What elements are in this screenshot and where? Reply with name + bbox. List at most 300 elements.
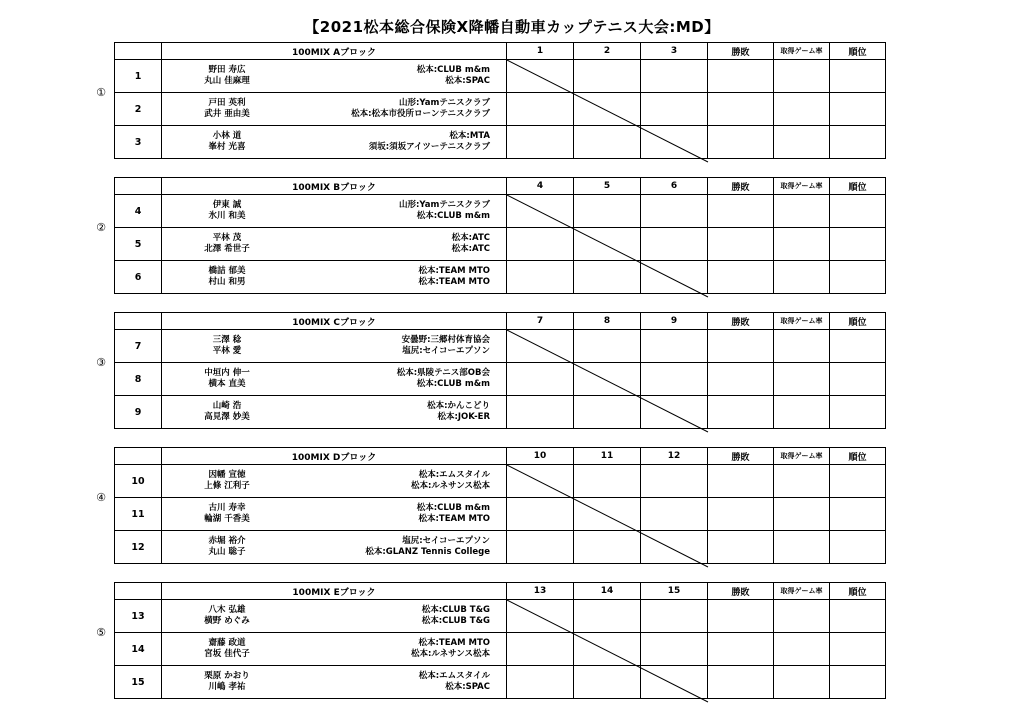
player-clubs — [292, 266, 506, 288]
record-cell[interactable] — [708, 330, 774, 363]
player-clubs — [292, 368, 506, 390]
record-cell[interactable] — [708, 600, 774, 633]
result-cell[interactable] — [574, 465, 641, 498]
player-clubs — [292, 200, 506, 222]
rank-cell[interactable] — [830, 126, 886, 159]
block-table — [114, 42, 886, 159]
game-rate-cell[interactable] — [774, 666, 830, 699]
pair-cell — [162, 261, 507, 294]
block-label: 100MIX Aブロック — [162, 43, 507, 60]
rank-cell[interactable] — [830, 600, 886, 633]
result-cell[interactable] — [574, 396, 641, 429]
game-rate-header: 取得ゲーム率 — [774, 178, 830, 195]
player-names — [162, 671, 292, 693]
player-name: 栗原 かおり — [204, 671, 250, 681]
rank-header: 順位 — [830, 313, 886, 330]
rank-header: 順位 — [830, 448, 886, 465]
result-cell[interactable] — [641, 228, 708, 261]
header-blank-cell — [115, 448, 162, 465]
entry-number: 8 — [115, 363, 162, 396]
game-rate-cell[interactable] — [774, 261, 830, 294]
club-name: 塩尻:セイコーエプソン — [402, 536, 490, 546]
game-rate-cell[interactable] — [774, 363, 830, 396]
club-name: 松本:TEAM MTO — [418, 266, 490, 276]
opponent-column-header: 1 — [507, 43, 574, 60]
player-name: 平林 茂 — [212, 233, 242, 243]
club-name: 松本:CLUB m&m — [416, 65, 490, 75]
club-name: 松本:CLUB m&m — [416, 211, 490, 221]
self-match-cell — [574, 633, 641, 666]
player-name: 村山 和男 — [208, 277, 246, 287]
player-name: 中垣内 伸一 — [204, 368, 250, 378]
record-cell[interactable] — [708, 195, 774, 228]
self-match-cell — [574, 363, 641, 396]
pair-cell — [162, 60, 507, 93]
self-match-cell — [507, 600, 574, 633]
rank-cell[interactable] — [830, 498, 886, 531]
player-clubs — [292, 470, 506, 492]
result-cell[interactable] — [574, 531, 641, 564]
record-cell[interactable] — [708, 531, 774, 564]
pair-info — [162, 633, 506, 665]
player-name: 宮坂 佳代子 — [204, 649, 250, 659]
player-names — [162, 233, 292, 255]
club-name: 松本:TEAM MTO — [418, 277, 490, 287]
player-name: 小林 道 — [212, 131, 242, 141]
player-names — [162, 266, 292, 288]
pair-info — [162, 330, 506, 362]
opponent-column-header: 15 — [641, 583, 708, 600]
result-cell[interactable] — [507, 666, 574, 699]
result-cell[interactable] — [507, 228, 574, 261]
header-blank-cell — [115, 313, 162, 330]
record-header: 勝敗 — [708, 43, 774, 60]
player-name: 平林 愛 — [212, 346, 242, 356]
game-rate-cell[interactable] — [774, 195, 830, 228]
result-cell[interactable] — [641, 465, 708, 498]
result-cell[interactable] — [574, 330, 641, 363]
player-name: 横本 直美 — [208, 379, 246, 389]
pair-info — [162, 261, 506, 293]
record-header: 勝敗 — [708, 583, 774, 600]
pair-info — [162, 531, 506, 563]
pair-info — [162, 126, 506, 158]
self-match-cell — [507, 60, 574, 93]
opponent-column-header: 5 — [574, 178, 641, 195]
pair-cell — [162, 330, 507, 363]
player-names — [162, 503, 292, 525]
record-cell[interactable] — [708, 93, 774, 126]
player-names — [162, 131, 292, 153]
rank-cell[interactable] — [830, 60, 886, 93]
rank-cell[interactable] — [830, 228, 886, 261]
pair-cell — [162, 195, 507, 228]
club-name: 須坂:須坂アイツーテニスクラブ — [368, 142, 490, 152]
table-row — [115, 498, 886, 531]
club-name: 松本:ルネサンス松本 — [411, 649, 490, 659]
result-cell[interactable] — [574, 261, 641, 294]
block-label: 100MIX Bブロック — [162, 178, 507, 195]
opponent-column-header: 12 — [641, 448, 708, 465]
table-row — [115, 600, 886, 633]
rank-cell[interactable] — [830, 261, 886, 294]
result-cell[interactable] — [574, 666, 641, 699]
player-name: 山崎 浩 — [212, 401, 242, 411]
player-names — [162, 98, 292, 120]
player-name: 丸山 佳麻理 — [204, 76, 250, 86]
club-name: 松本:松本市役所ローンテニスクラブ — [351, 109, 490, 119]
self-match-cell — [507, 195, 574, 228]
block-table — [114, 582, 886, 699]
result-cell[interactable] — [641, 60, 708, 93]
table-row — [115, 396, 886, 429]
round-robin-block — [90, 177, 890, 298]
player-name: 高見澤 妙美 — [204, 412, 250, 422]
club-name: 安曇野:三郷村体育協会 — [401, 335, 490, 345]
player-clubs — [292, 536, 506, 558]
player-name: 横野 めぐみ — [204, 616, 250, 626]
player-clubs — [292, 638, 506, 660]
game-rate-header: 取得ゲーム率 — [774, 43, 830, 60]
player-name: 八木 弘雄 — [208, 605, 246, 615]
entry-number: 12 — [115, 531, 162, 564]
club-name: 松本:SPAC — [445, 76, 490, 86]
self-match-cell — [641, 666, 708, 699]
pair-cell — [162, 93, 507, 126]
self-match-cell — [507, 330, 574, 363]
club-name: 松本:CLUB m&m — [416, 379, 490, 389]
player-clubs — [292, 605, 506, 627]
game-rate-cell[interactable] — [774, 498, 830, 531]
player-name: 輪湖 千香美 — [204, 514, 250, 524]
round-robin-block — [90, 312, 890, 433]
player-name: 因幡 宣徳 — [208, 470, 246, 480]
entry-number: 1 — [115, 60, 162, 93]
pair-cell — [162, 666, 507, 699]
club-name: 松本:GLANZ Tennis College — [365, 547, 490, 557]
header-row — [115, 43, 886, 60]
club-name: 松本:CLUB T&G — [421, 605, 490, 615]
header-blank-cell — [115, 583, 162, 600]
self-match-cell — [574, 93, 641, 126]
record-cell[interactable] — [708, 633, 774, 666]
record-cell[interactable] — [708, 228, 774, 261]
header-row — [115, 178, 886, 195]
result-cell[interactable] — [507, 633, 574, 666]
pair-info — [162, 60, 506, 92]
result-cell[interactable] — [507, 126, 574, 159]
player-clubs — [292, 233, 506, 255]
game-rate-cell[interactable] — [774, 330, 830, 363]
club-name: 松本:SPAC — [445, 682, 490, 692]
table-row — [115, 93, 886, 126]
result-cell[interactable] — [574, 60, 641, 93]
game-rate-cell[interactable] — [774, 600, 830, 633]
game-rate-header: 取得ゲーム率 — [774, 583, 830, 600]
pair-info — [162, 498, 506, 530]
table-row — [115, 228, 886, 261]
player-clubs — [292, 98, 506, 120]
table-row — [115, 531, 886, 564]
player-names — [162, 200, 292, 222]
rank-cell[interactable] — [830, 531, 886, 564]
opponent-column-header: 6 — [641, 178, 708, 195]
player-name: 氷川 和美 — [208, 211, 246, 221]
self-match-cell — [574, 498, 641, 531]
block-table — [114, 177, 886, 294]
result-cell[interactable] — [641, 363, 708, 396]
player-names — [162, 536, 292, 558]
table-row — [115, 195, 886, 228]
pair-info — [162, 666, 506, 698]
block-marker: ⑤ — [96, 626, 106, 639]
opponent-column-header: 4 — [507, 178, 574, 195]
player-clubs — [292, 671, 506, 693]
pair-info — [162, 465, 506, 497]
result-cell[interactable] — [507, 396, 574, 429]
opponent-column-header: 14 — [574, 583, 641, 600]
record-cell[interactable] — [708, 396, 774, 429]
result-cell[interactable] — [507, 261, 574, 294]
pair-cell — [162, 363, 507, 396]
table-row — [115, 126, 886, 159]
rank-cell[interactable] — [830, 195, 886, 228]
record-cell[interactable] — [708, 261, 774, 294]
player-name: 伊東 誠 — [212, 200, 242, 210]
result-cell[interactable] — [641, 330, 708, 363]
player-name: 武井 亜由美 — [204, 109, 250, 119]
record-header: 勝敗 — [708, 448, 774, 465]
self-match-cell — [641, 261, 708, 294]
entry-number: 14 — [115, 633, 162, 666]
entry-number: 9 — [115, 396, 162, 429]
club-name: 松本:TEAM MTO — [418, 638, 490, 648]
opponent-column-header: 8 — [574, 313, 641, 330]
player-name: 赤堀 裕介 — [208, 536, 246, 546]
player-name: 野田 寿広 — [208, 65, 246, 75]
pair-cell — [162, 126, 507, 159]
block-marker: ④ — [96, 491, 106, 504]
pair-info — [162, 600, 506, 632]
player-names — [162, 65, 292, 87]
player-name: 丸山 聡子 — [208, 547, 246, 557]
rank-cell[interactable] — [830, 330, 886, 363]
club-name: 松本:エムスタイル — [418, 671, 490, 681]
player-clubs — [292, 401, 506, 423]
table-row — [115, 666, 886, 699]
opponent-column-header: 3 — [641, 43, 708, 60]
club-name: 松本:MTA — [449, 131, 490, 141]
pair-info — [162, 396, 506, 428]
entry-number: 3 — [115, 126, 162, 159]
rank-cell[interactable] — [830, 465, 886, 498]
entry-number: 7 — [115, 330, 162, 363]
rank-cell[interactable] — [830, 363, 886, 396]
game-rate-cell[interactable] — [774, 93, 830, 126]
entry-number: 13 — [115, 600, 162, 633]
table-row — [115, 465, 886, 498]
pair-info — [162, 93, 506, 125]
game-rate-cell[interactable] — [774, 126, 830, 159]
header-row — [115, 583, 886, 600]
entry-number: 10 — [115, 465, 162, 498]
result-cell[interactable] — [641, 93, 708, 126]
block-label: 100MIX Dブロック — [162, 448, 507, 465]
table-row — [115, 363, 886, 396]
self-match-cell — [641, 126, 708, 159]
pair-cell — [162, 465, 507, 498]
player-name: 峯村 光喜 — [208, 142, 246, 152]
player-names — [162, 638, 292, 660]
table-row — [115, 261, 886, 294]
club-name: 松本:かんこどり — [427, 401, 490, 411]
pair-cell — [162, 531, 507, 564]
result-cell[interactable] — [507, 498, 574, 531]
result-cell[interactable] — [574, 126, 641, 159]
record-header: 勝敗 — [708, 313, 774, 330]
record-cell[interactable] — [708, 363, 774, 396]
page-title: 【2021松本総合保険X降幡自動車カップテニス大会:MD】 — [304, 18, 720, 36]
game-rate-cell[interactable] — [774, 396, 830, 429]
rank-cell[interactable] — [830, 93, 886, 126]
opponent-column-header: 11 — [574, 448, 641, 465]
self-match-cell — [507, 465, 574, 498]
game-rate-header: 取得ゲーム率 — [774, 313, 830, 330]
rank-cell[interactable] — [830, 396, 886, 429]
player-name: 古川 寿幸 — [208, 503, 246, 513]
player-names — [162, 401, 292, 423]
record-cell[interactable] — [708, 126, 774, 159]
club-name: 松本:CLUB T&G — [421, 616, 490, 626]
player-name: 戸田 英利 — [208, 98, 246, 108]
table-row — [115, 633, 886, 666]
player-name: 三澤 稔 — [212, 335, 242, 345]
record-header: 勝敗 — [708, 178, 774, 195]
club-name: 塩尻:セイコーエプソン — [402, 346, 490, 356]
entry-number: 4 — [115, 195, 162, 228]
player-names — [162, 368, 292, 390]
player-names — [162, 605, 292, 627]
club-name: 山形:Yamテニスクラブ — [398, 200, 490, 210]
game-rate-cell[interactable] — [774, 531, 830, 564]
record-cell[interactable] — [708, 666, 774, 699]
player-name: 上條 江利子 — [204, 481, 250, 491]
entry-number: 5 — [115, 228, 162, 261]
opponent-column-header: 13 — [507, 583, 574, 600]
record-cell[interactable] — [708, 465, 774, 498]
player-clubs — [292, 65, 506, 87]
round-robin-block — [90, 42, 890, 163]
table-row — [115, 60, 886, 93]
club-name: 松本:ATC — [451, 244, 490, 254]
entry-number: 11 — [115, 498, 162, 531]
pair-info — [162, 195, 506, 227]
block-table — [114, 447, 886, 564]
club-name: 松本:エムスタイル — [418, 470, 490, 480]
result-cell[interactable] — [507, 531, 574, 564]
opponent-column-header: 2 — [574, 43, 641, 60]
header-row — [115, 313, 886, 330]
club-name: 松本:ルネサンス松本 — [411, 481, 490, 491]
round-robin-block — [90, 582, 890, 703]
player-clubs — [292, 131, 506, 153]
game-rate-cell[interactable] — [774, 633, 830, 666]
player-clubs — [292, 503, 506, 525]
pair-cell — [162, 228, 507, 261]
player-name: 橋詰 郁美 — [208, 266, 246, 276]
block-table — [114, 312, 886, 429]
opponent-column-header: 7 — [507, 313, 574, 330]
game-rate-cell[interactable] — [774, 60, 830, 93]
game-rate-cell[interactable] — [774, 228, 830, 261]
club-name: 松本:JOK-ER — [437, 412, 490, 422]
pair-info — [162, 363, 506, 395]
club-name: 松本:ATC — [451, 233, 490, 243]
result-cell[interactable] — [507, 363, 574, 396]
pair-info — [162, 228, 506, 260]
block-marker: ③ — [96, 356, 106, 369]
game-rate-cell[interactable] — [774, 465, 830, 498]
block-marker: ② — [96, 221, 106, 234]
pair-cell — [162, 633, 507, 666]
game-rate-header: 取得ゲーム率 — [774, 448, 830, 465]
rank-header: 順位 — [830, 583, 886, 600]
self-match-cell — [641, 396, 708, 429]
header-blank-cell — [115, 43, 162, 60]
player-name: 川嶋 孝祐 — [208, 682, 246, 692]
player-names — [162, 470, 292, 492]
rank-header: 順位 — [830, 43, 886, 60]
result-cell[interactable] — [574, 195, 641, 228]
player-name: 齋藤 政道 — [208, 638, 246, 648]
player-clubs — [292, 335, 506, 357]
pair-cell — [162, 498, 507, 531]
block-marker: ① — [96, 86, 106, 99]
club-name: 松本:TEAM MTO — [418, 514, 490, 524]
club-name: 山形:Yamテニスクラブ — [398, 98, 490, 108]
result-cell[interactable] — [641, 633, 708, 666]
pair-cell — [162, 396, 507, 429]
result-cell[interactable] — [507, 93, 574, 126]
record-cell[interactable] — [708, 498, 774, 531]
block-label: 100MIX Eブロック — [162, 583, 507, 600]
result-cell[interactable] — [574, 600, 641, 633]
rank-header: 順位 — [830, 178, 886, 195]
entry-number: 6 — [115, 261, 162, 294]
opponent-column-header: 10 — [507, 448, 574, 465]
result-cell[interactable] — [641, 600, 708, 633]
record-cell[interactable] — [708, 60, 774, 93]
rank-cell[interactable] — [830, 666, 886, 699]
result-cell[interactable] — [641, 195, 708, 228]
header-row — [115, 448, 886, 465]
entry-number: 2 — [115, 93, 162, 126]
club-name: 松本:CLUB m&m — [416, 503, 490, 513]
opponent-column-header: 9 — [641, 313, 708, 330]
self-match-cell — [574, 228, 641, 261]
self-match-cell — [641, 531, 708, 564]
header-blank-cell — [115, 178, 162, 195]
round-robin-block — [90, 447, 890, 568]
player-names — [162, 335, 292, 357]
rank-cell[interactable] — [830, 633, 886, 666]
entry-number: 15 — [115, 666, 162, 699]
result-cell[interactable] — [641, 498, 708, 531]
pair-cell — [162, 600, 507, 633]
table-row — [115, 330, 886, 363]
block-label: 100MIX Cブロック — [162, 313, 507, 330]
player-name: 北澤 希世子 — [204, 244, 250, 254]
